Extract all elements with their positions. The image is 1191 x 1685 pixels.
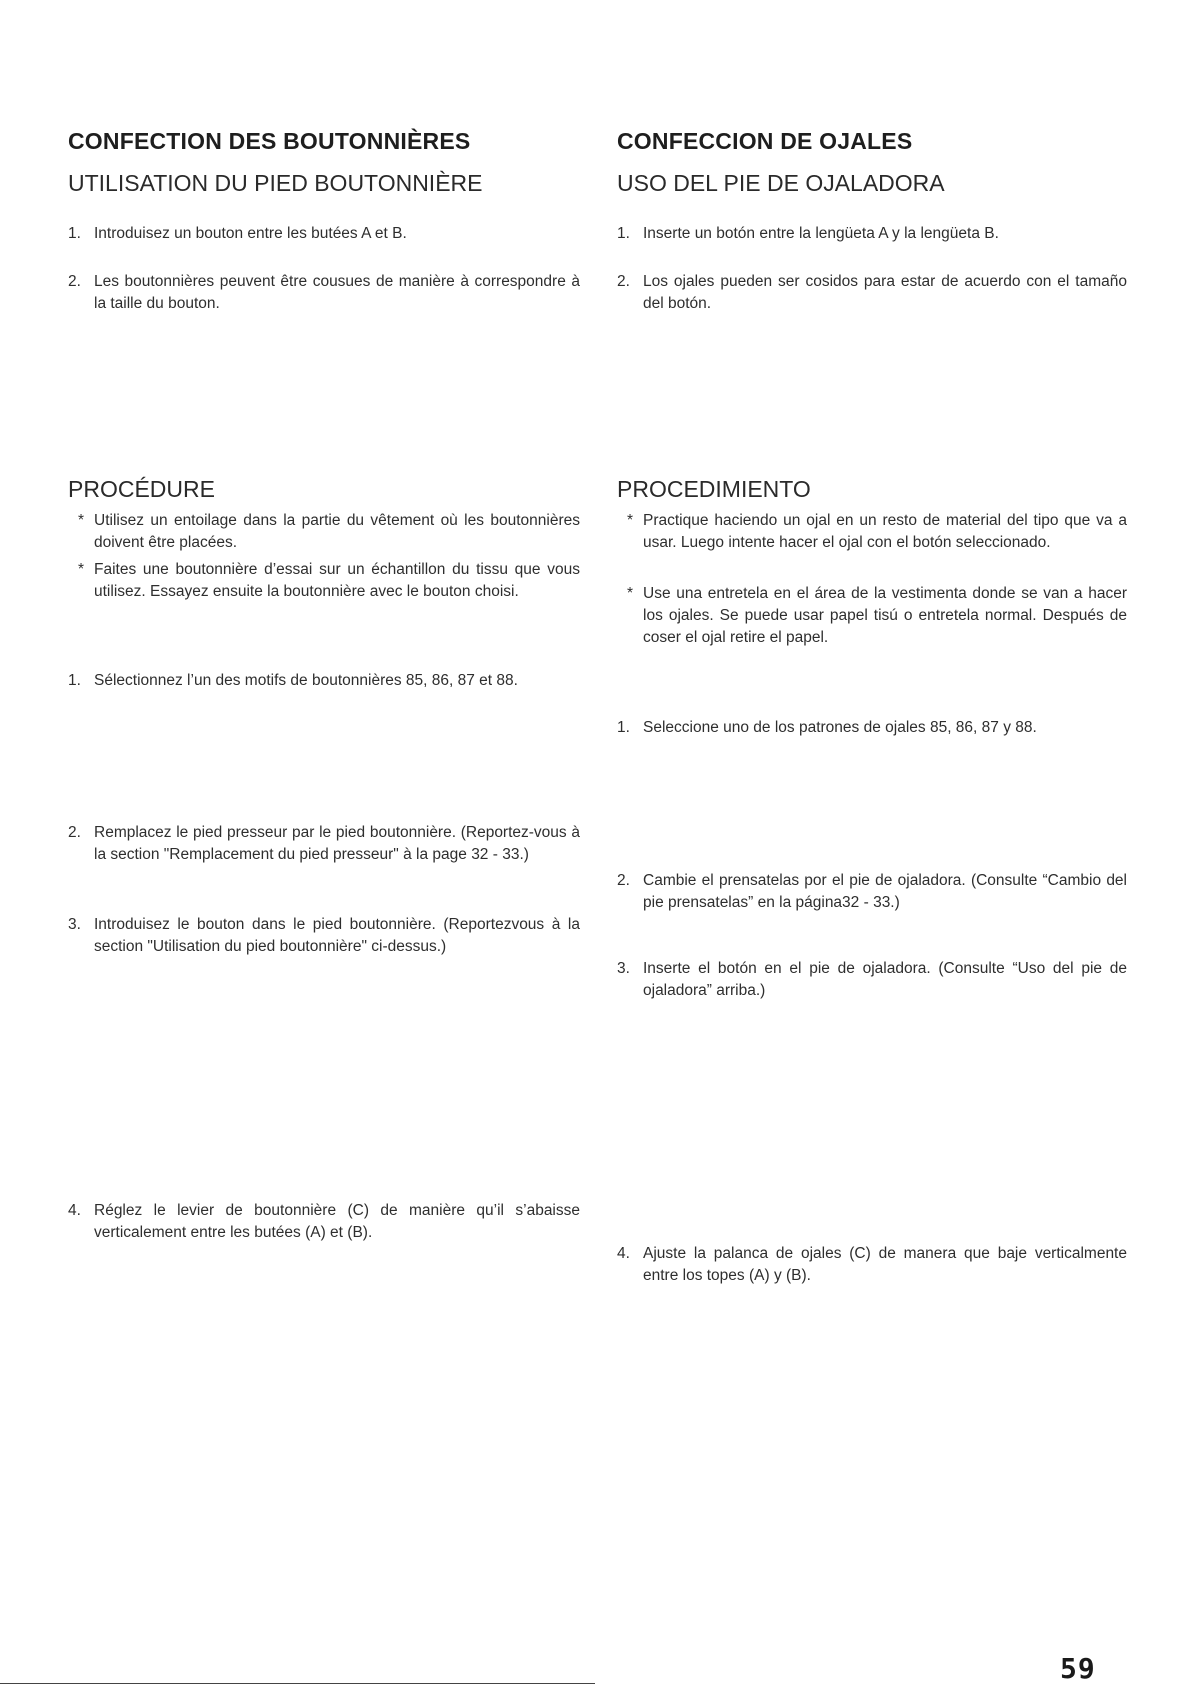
es-step-text-3: Inserte el botón en el pie de ojaladora. (Consulte “Uso del pie de ojaladora” arriba.)	[643, 960, 1127, 999]
page-number: 59	[1060, 1652, 1096, 1685]
es-step-4	[617, 1243, 1127, 1287]
es-note-1	[617, 510, 1127, 554]
fr-step-1	[68, 670, 580, 692]
es-subtitle: USO DEL PIE DE OJALADORA	[617, 170, 945, 196]
es-step-num-4: 4.	[617, 1245, 630, 1262]
es-usage-text-1: Inserte un botón entre la lengüeta A y la lengüeta B.	[643, 225, 999, 242]
es-usage-item-1	[617, 223, 1127, 245]
fr-step-num-4: 4.	[68, 1202, 81, 1219]
fr-note-text-1: Utilisez un entoilage dans la partie du vêtement où les boutonnières doivent être placées.	[94, 512, 580, 551]
fr-step-text-2: Remplacez le pied presseur par le pied boutonnière. (Reportez-vous à la section "Remplacement du pied presseur" à la page 32 - 33.)	[94, 824, 580, 863]
es-step-text-4: Ajuste la palanca de ojales (C) de manera que baje verticalmente entre los topes (A) y (B).	[643, 1245, 1127, 1284]
es-note-mark-2: *	[626, 585, 634, 602]
es-step-text-2: Cambie el prensatelas por el pie de ojaladora. (Consulte “Cambio del pie prensatelas” en la página32 - 33.)	[643, 872, 1127, 911]
fr-note-mark-1: *	[77, 512, 85, 529]
es-step-text-1: Seleccione uno de los patrones de ojales 85, 86, 87 y 88.	[643, 719, 1037, 736]
fr-step-text-1: Sélectionnez l’un des motifs de boutonnières 85, 86, 87 et 88.	[94, 672, 518, 689]
fr-note-text-2: Faites une boutonnière d’essai sur un échantillon du tissu que vous utilisez. Essayez ensuite la boutonnière avec le bouton choisi.	[94, 561, 580, 600]
fr-note-2	[68, 559, 580, 603]
es-title: CONFECCION DE OJALES	[617, 128, 913, 154]
fr-usage-num-2: 2.	[68, 273, 81, 290]
fr-step-4	[68, 1200, 580, 1244]
es-note-text-1: Practique haciendo un ojal en un resto de material del tipo que va a usar. Luego intente hacer el ojal con el botón seleccionado.	[643, 512, 1127, 551]
es-usage-num-1: 1.	[617, 225, 630, 242]
es-step-num-1: 1.	[617, 719, 630, 736]
fr-note-1	[68, 510, 580, 554]
fr-usage-item-1	[68, 223, 580, 245]
es-note-2	[617, 583, 1127, 649]
fr-procedure-title: PROCÉDURE	[68, 476, 215, 502]
fr-title: CONFECTION DES BOUTONNIÈRES	[68, 128, 471, 154]
es-usage-num-2: 2.	[617, 273, 630, 290]
es-note-text-2: Use una entretela en el área de la vestimenta donde se van a hacer los ojales. Se puede usar papel tisú o entretela normal. Después de coser el ojal retire el papel.	[643, 585, 1127, 646]
fr-step-num-1: 1.	[68, 672, 81, 689]
fr-step-text-3: Introduisez le bouton dans le pied boutonnière. (Reportezvous à la section "Utilisation du pied boutonnière" ci-dessus.)	[94, 916, 580, 955]
es-step-num-3: 3.	[617, 960, 630, 977]
fr-usage-text-2: Les boutonnières peuvent être cousues de manière à correspondre à la taille du bouton.	[94, 273, 580, 312]
fr-step-num-2: 2.	[68, 824, 81, 841]
fr-note-mark-2: *	[77, 561, 85, 578]
fr-usage-num-1: 1.	[68, 225, 81, 242]
es-usage-item-2	[617, 271, 1127, 315]
es-step-num-2: 2.	[617, 872, 630, 889]
es-procedure-title: PROCEDIMIENTO	[617, 476, 811, 502]
es-step-2	[617, 870, 1127, 914]
fr-subtitle: UTILISATION DU PIED BOUTONNIÈRE	[68, 170, 483, 196]
fr-step-3	[68, 914, 580, 958]
es-step-3	[617, 958, 1127, 1002]
es-step-1	[617, 717, 1127, 739]
es-usage-text-2: Los ojales pueden ser cosidos para estar de acuerdo con el tamaño del botón.	[643, 273, 1127, 312]
es-note-mark-1: *	[626, 512, 634, 529]
fr-step-num-3: 3.	[68, 916, 81, 933]
fr-usage-text-1: Introduisez un bouton entre les butées A et B.	[94, 225, 407, 242]
fr-step-2	[68, 822, 580, 866]
footer-rule	[0, 1683, 595, 1684]
fr-step-text-4: Réglez le levier de boutonnière (C) de manière qu’il s’abaisse verticalement entre les butées (A) et (B).	[94, 1202, 580, 1241]
fr-usage-item-2	[68, 271, 580, 315]
